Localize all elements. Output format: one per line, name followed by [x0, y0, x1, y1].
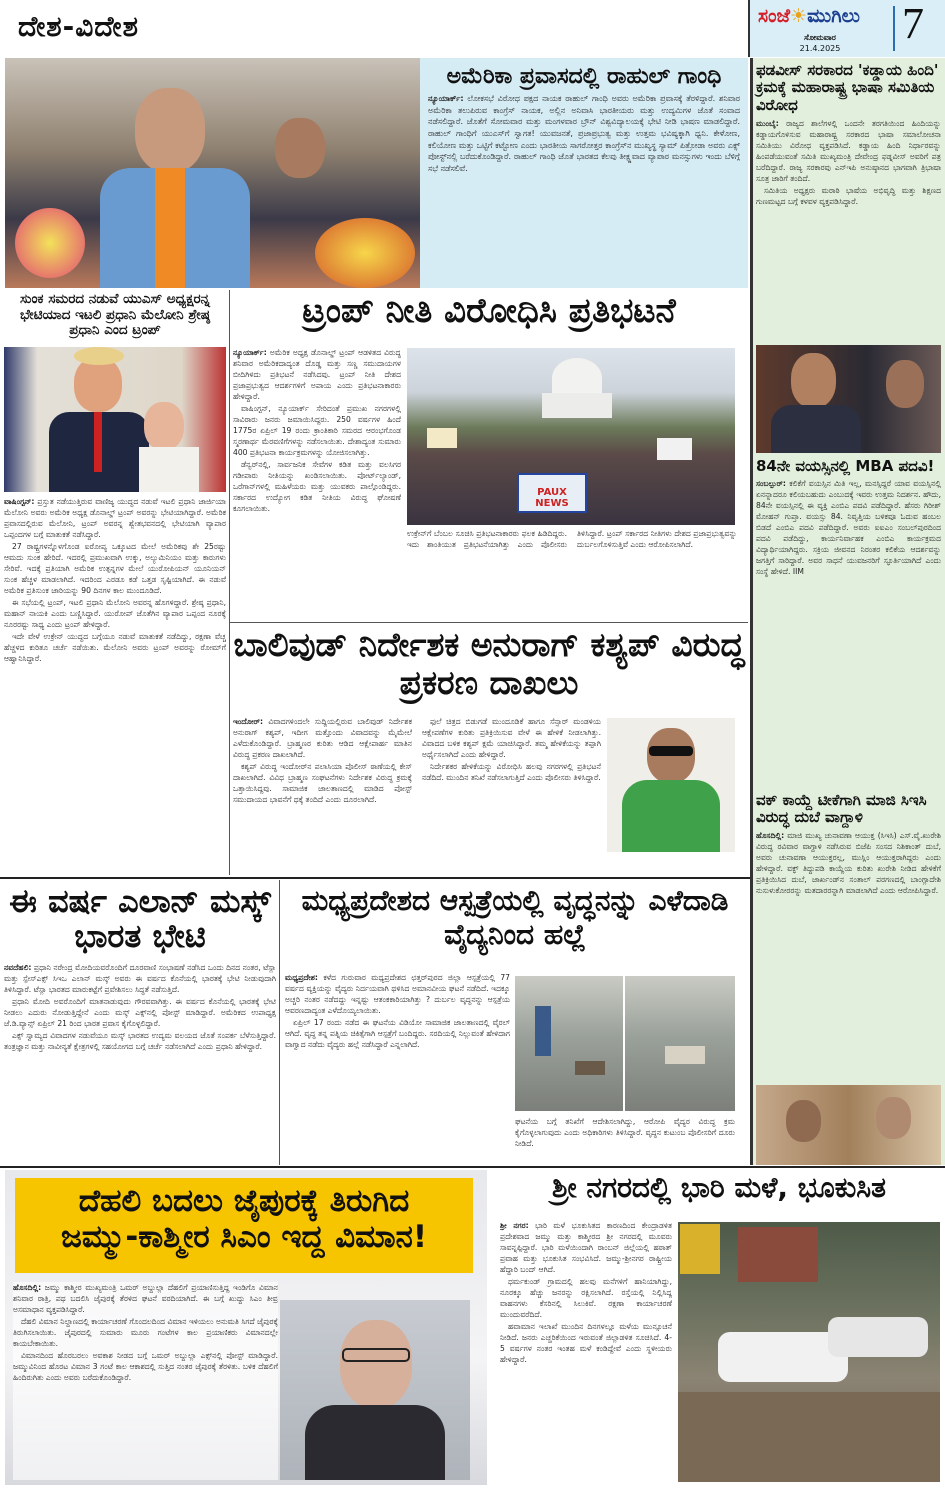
article-body: ದೆಹಲಿ ವಿಮಾನ ನಿಲ್ದಾಣದಲ್ಲಿ ಕಾರ್ಯಾಚರಣೆ ಗೊಂದಲದಿಂದ ವಿಮಾನ ಇಳಿಯಲು ಅನುಮತಿ ಸಿಗದೆ ಜೈಪುರಕ್ಕೆ ತಿರುಗಿಸಲಾಯಿತು. ಜೈಪುರದಲ್ಲಿ ಸುಮಾರು ಮೂರು ಗಂಟೆಗಳ ಕಾಲ ಪ್ರಯಾಣಿಕರು ವಿಮಾನದಲ್ಲೇ ಕಾಯಬೇಕಾಯಿತು. [13, 1317, 278, 1348]
article-body: ಇದೇ ವೇಳೆ ಉಕ್ರೇನ್ ಯುದ್ಧದ ಬಗ್ಗೆಯೂ ನಡುವೆ ಮಾತುಕತೆ ನಡೆದಿದ್ದು, ರಕ್ಷಣಾ ವೆಚ್ಚ ಹೆಚ್ಚಳದ ಕುರಿತೂ ಚರ್ಚೆ ನಡೆಯಿತು. ಮೆಲೋನಿ ಅವರು ಟ್ರಂಪ್ ಅವರನ್ನು ರೋಮ್‌ಗೆ ಆಹ್ವಾನಿಸಿದ್ದಾರೆ. [4, 631, 226, 663]
article-body: ಪ್ರಸ್ತುತ ನಡೆಯುತ್ತಿರುವ ವಾಣಿಜ್ಯ ಯುದ್ಧದ ನಡುವೆ ಇಟಲಿ ಪ್ರಧಾನಿ ಜಾರ್ಜಿಯಾ ಮೆಲೋನಿ ಅವರು ಅಮೆರಿಕ ಅಧ್ಯಕ್ಷ ಡೊನಾಲ್ಡ್ ಟ್ರಂಪ್ ಅವರನ್ನು ಭೇಟಿಯಾಗಿದ್ದಾರೆ. ಅಮೆರಿಕ ಪ್ರವಾಸದಲ್ಲಿರುವ ಮೆಲೋನಿ, ಟ್ರಂಪ್ ಅವರನ್ನ ಶ್ವೇತಭವನದಲ್ಲಿ ಭೇಟಿಯಾಗಿ ವ್ಯಾಪಾರ ಒಪ್ಪಂದಗಳ ಬಗ್ಗೆ ಮಾತುಕತೆ ನಡೆಸಿದ್ದಾರೆ. [4, 496, 226, 539]
article-fadnavis [756, 62, 941, 344]
article-body: ಕಶ್ಯಪ್ ವಿರುದ್ಧ ಇಂದೋರ್‌ನ ಪಲಾಸಿಯಾ ಪೊಲೀಸ್ ಠಾಣೆಯಲ್ಲಿ ಕೇಸ್ ದಾಖಲಾಗಿದೆ. ವಿವಿಧ ಬ್ರಾಹ್ಮಣ ಸಂಘಟನೆಗಳು ನಿರ್ದೇಶಕ ವಿರುದ್ಧ ಕ್ರಮಕ್ಕೆ ಒತ್ತಾಯಿಸಿದ್ದವು. ಸಾಮಾಜಿಕ ಜಾಲತಾಣದಲ್ಲಿ ಮಾಡಿದ ಪೋಸ್ಟ್ ಸಮುದಾಯದ ಭಾವನೆಗೆ ಧಕ್ಕೆ ತಂದಿದೆ ಎಂದು ದೂರಲಾಗಿದೆ. [233, 762, 412, 804]
rahul-gandhi-photo [5, 58, 420, 288]
dubey-quraishi-photo [756, 1085, 941, 1165]
dateline: ಹೊಸದಿಲ್ಲಿ: [756, 830, 785, 840]
article-body: ವಿವಾದಗಳಿಂದಲೇ ಸುದ್ದಿಯಲ್ಲಿರುವ ಬಾಲಿವುಡ್ ನಿರ್ದೇಶಕ ಅನುರಾಗ್ ಕಶ್ಯಪ್, ಇದೀಗ ಮತ್ತೊಂದು ವಿವಾದವನ್ನು ಮೈಮೇಲೆ ಎಳೆದುಕೊಂಡಿದ್ದಾರೆ. ಬ್ರಾಹ್ಮಣರ ಕುರಿತು ಆಡಿದ ಆಕ್ಷೇಪಾರ್ಹ ಮಾತಿನ ವಿರುದ್ಧ ಪ್ರಕರಣ ದಾಖಲಾಗಿದೆ. [233, 717, 412, 759]
headline-line1: ದೆಹಲಿ ಬದಲು ಜೈಪುರಕ್ಕೆ ತಿರುಗಿದ [78, 1183, 410, 1219]
article-body: ಜಮ್ಮು ಕಾಶ್ಮೀರ ಮುಖ್ಯಮಂತ್ರಿ ಒಮರ್ ಅಬ್ದುಲ್ಲಾ ದೆಹಲಿಗೆ ಪ್ರಯಾಣಿಸುತ್ತಿದ್ದ ಇಂಡಿಗೊ ವಿಮಾನ ಶನಿವಾರ ರಾತ್ರಿ, ಪಥ ಬದಲಿಸಿ ಜೈಪುರಕ್ಕೆ ತೆರಳಿದ ಘಟನೆ ವರದಿಯಾಗಿದೆ. ಈ ಬಗ್ಗೆ ಖುದ್ದು ಸಿಎಂ ತೀವ್ರ ಅಸಮಾಧಾನ ವ್ಯಕ್ತಪಡಿಸಿದ್ದಾರೆ. [13, 1283, 278, 1314]
article-musk [4, 884, 276, 1162]
dateline: ಹೊಸದಿಲ್ಲಿ: [13, 1283, 42, 1292]
article-body: ಈ ಸಭೆಯಲ್ಲಿ ಟ್ರಂಪ್, ಇಟಲಿ ಪ್ರಧಾನಿ ಮೆಲೋನಿ ಅವರನ್ನ ಹೊಗಳಿದ್ದಾರೆ. ಶ್ರೇಷ್ಠ ಪ್ರಧಾನಿ, ಮಹಾನ್ ನಾಯಕಿ ಎಂದು ಬಣ್ಣಿಸಿದ್ದಾರೆ. ಯುರೋಪ್ ಜೊತೆಗಿನ ವ್ಯಾಪಾರ ಒಪ್ಪಂದ ನೂರಕ್ಕೆ ನೂರರಷ್ಟು ಸಾಧ್ಯ ಎಂದು ಟ್ರಂಪ್ ಹೇಳಿದ್ದಾರೆ. [4, 597, 226, 629]
dateline: ಮುಂಬೈ: [756, 118, 779, 128]
dateline: ನವದೆಹಲಿ: [4, 963, 32, 973]
landslide-photo [678, 1222, 940, 1482]
article-body: ಕಲಿಕೆಗೆ ವಯಸ್ಸಿನ ಮಿತಿ ಇಲ್ಲ, ಮನಸ್ಸಿದ್ದರೆ ಯಾವ ವಯಸ್ಸಿನಲ್ಲಿ ಏನನ್ನಾದರೂ ಕಲಿಯಬಹುದು ಎಂಬುದಕ್ಕೆ ಇವರು ಉತ್ತಮ ನಿದರ್ಶನ. ಹೌದು, 84ನೇ ವಯಸ್ಸಿನಲ್ಲಿ ಈ ವ್ಯಕ್ತಿ ಎಂಬಿಎ ಪದವಿ ಪಡೆದಿದ್ದಾರೆ. ಹೆಸರು ಗಿರೀಶ್ ಮೋಹನ್ ಗುಪ್ತಾ. ವಯಸ್ಸು 84. ನಿವೃತ್ತಿಯ ಬಳಿಕವೂ ಓದುವ ಹಂಬಲ ಬಿಡದೆ ಎಂಬಿಎ ಪದವಿ ಪಡೆದಿದ್ದಾರೆ. ಅವರು ಐಐಎಂ ಸಂಬಲ್‌ಪುರದಿಂದ ಪದವಿ ಪಡೆದಿದ್ದು, ಕಾರ್ಯನಿರ್ವಾಹಕ ಎಂಬಿಎ ಕಾರ್ಯಕ್ರಮದ ವಿದ್ಯಾರ್ಥಿಯಾಗಿದ್ದರು. ಸಕ್ರಿಯ ಜೀವನದ ನಿರಂತರ ಕಲಿಕೆಯ ಆದರ್ಶವನ್ನು ಜಗತ್ತಿಗೆ ಸಾರಿದ್ದಾರೆ. ಅವರ ಸಾಧನೆ ಯುವಜನರಿಗೆ ಸ್ಫೂರ್ತಿಯಾಗಿದೆ ಎಂದು ಸಂಸ್ಥೆ ಹೇಳಿದೆ. IIM [756, 479, 941, 577]
sun-palm-logo-icon: ☀ [790, 5, 808, 27]
article-body: ಕಳೆದ ಗುರುವಾರ ಮಧ್ಯಪ್ರದೇಶದ ಛತ್ತರ್‌ಪುರದ ಜಿಲ್ಲಾ ಆಸ್ಪತ್ರೆಯಲ್ಲಿ 77 ವರ್ಷದ ವ್ಯಕ್ತಿಯನ್ನು ವೈದ್ಯರು ನಿರ್ದಯವಾಗಿ ಥಳಿಸಿದ ಅಮಾನವೀಯ ಘಟನೆ ನಡೆದಿದೆ. ಇದಕ್ಕೂ ಅಚ್ಚರಿ ನಂತರ ನಡೆದದ್ದು ಇನ್ನಷ್ಟು ಆತಂಕಕಾರಿಯಾಗಿತ್ತು ? ದುರ್ಬಲ ವೃದ್ಧನನ್ನು ಆಸ್ಪತ್ರೆಯ ಆವರಣದಾದ್ಯಂತ ಎಳೆದೊಯ್ಯಲಾಯಿತು. [285, 973, 510, 1015]
headline: ಸುಂಕ ಸಮರದ ನಡುವೆ ಯುಎಸ್ ಅಧ್ಯಕ್ಷರನ್ನ ಭೇಟಿಯಾದ ಇಟಲಿ ಪ್ರಧಾನಿ ಮೆಲೋನಿ ಶ್ರೇಷ್ಠ ಪ್ರಧಾನಿ ಎಂದ ಟ್ರಂಪ್ [19, 291, 211, 339]
article-body: ವಿಮಾನದಿಂದ ಹೊರಬರಲು ಅವಕಾಶ ನೀಡದ ಬಗ್ಗೆ ಒಮರ್ ಅಬ್ದುಲ್ಲಾ ಎಕ್ಸ್‌ನಲ್ಲಿ ಪೋಸ್ಟ್ ಮಾಡಿದ್ದಾರೆ. ಜಮ್ಮುವಿನಿಂದ ಹೊರಟ ವಿಮಾನ 3 ಗಂಟೆ ಕಾಲ ಆಕಾಶದಲ್ಲಿ ಸುತ್ತಿದ ನಂತರ ಜೈಪುರಕ್ಕೆ ತೆರಳಿತು. ಬಳಿಕ ದೆಹಲಿಗೆ ಹಿಂದಿರುಗಿತು ಎಂದು ಅವರು ಬರೆದುಕೊಂಡಿದ್ದಾರೆ. [13, 1351, 278, 1382]
dateline: ಇಂದೋರ್: [233, 717, 264, 726]
article-srinagar [495, 1172, 943, 1485]
article-trump-protest [233, 292, 745, 620]
dateline: ನ್ಯೂಯಾರ್ಕ್: [428, 94, 464, 104]
headline-line2: ಜಮ್ಮು-ಕಾಶ್ಮೀರ ಸಿಎಂ ಇದ್ದ ವಿಮಾನ! [61, 1218, 427, 1255]
headline: ಟ್ರಂಪ್ ನೀತಿ ವಿರೋಧಿಸಿ ಪ್ರತಿಭಟನೆ [302, 291, 676, 331]
article-body: ಸಮಿತಿಯ ಅಧ್ಯಕ್ಷರು ಮರಾಠಿ ಭಾಷೆಯ ಅಭಿವೃದ್ಧಿ ಮತ್ತು ಶಿಕ್ಷಣದ ಗುಣಮಟ್ಟದ ಬಗ್ಗೆ ಕಳವಳ ವ್ಯಕ್ತಪಡಿಸಿದ್ದಾರೆ. [756, 185, 941, 206]
trump-meloni-photo [4, 347, 226, 492]
headline: ವಕ್ ಕಾಯ್ದೆ ಟೀಕೆಗಾಗಿ ಮಾಜಿ ಸಿಇಸಿ ವಿರುದ್ಧ ದುಬೆ ವಾಗ್ದಾಳಿ [756, 791, 927, 827]
masthead-name-blue: ಮುಗಿಲು [807, 5, 860, 27]
masthead [748, 0, 945, 57]
article-kashyap [233, 626, 745, 874]
headline: ಬಾಲಿವುಡ್ ನಿರ್ದೇಶಕ ಅನುರಾಗ್ ಕಶ್ಯಪ್ ವಿರುದ್ಧ ಪ್ರಕರಣ ದಾಖಲು [233, 625, 745, 702]
article-mp-hospital [285, 884, 745, 1162]
article-body: ಧರ್ಮಕುಂಡ್ ಗ್ರಾಮದಲ್ಲಿ ಹಲವು ಮನೆಗಳಿಗೆ ಹಾನಿಯಾಗಿದ್ದು, ನೂರಕ್ಕೂ ಹೆಚ್ಚು ಜನರನ್ನು ರಕ್ಷಿಸಲಾಗಿದೆ. ರಸ್ತೆಯಲ್ಲಿ ನಿಲ್ಲಿಸಿದ್ದ ವಾಹನಗಳು ಕೆಸರಿನಲ್ಲಿ ಸಿಲುಕಿವೆ. ರಕ್ಷಣಾ ಕಾರ್ಯಾಚರಣೆ ಮುಂದುವರೆದಿದೆ. [500, 1277, 672, 1319]
masthead-date: 21.4.2025 [799, 44, 841, 53]
hospital-assault-photo [515, 976, 735, 1111]
article-body: ಫುಲೆ ಚಿತ್ರದ ಬಿಡುಗಡೆ ಮುಂದೂಡಿಕೆ ಹಾಗೂ ಸೆನ್ಸಾರ್ ಮಂಡಳಿಯ ಆಕ್ಷೇಪಣೆಗಳ ಕುರಿತು ಪ್ರತಿಕ್ರಿಯಿಸುವ ವೇಳೆ ಈ ಹೇಳಿಕೆ ನೀಡಲಾಗಿತ್ತು. ವಿವಾದದ ಬಳಿಕ ಕಶ್ಯಪ್ ಕ್ಷಮೆ ಯಾಚಿಸಿದ್ದಾರೆ. ತಮ್ಮ ಹೇಳಿಕೆಯನ್ನು ತಪ್ಪಾಗಿ ಅರ್ಥೈಸಲಾಗಿದೆ ಎಂದು ಹೇಳಿದ್ದಾರೆ. [422, 717, 601, 759]
page-number: 7 [902, 0, 924, 48]
article-body: ಡೆನ್ವರ್‌ನಲ್ಲಿ, ಸಾರ್ವಜನಿಕ ಸೇವೆಗಳ ಕಡಿತ ಮತ್ತು ವಲಸಿಗರ ಗಡೀಪಾರು ನೀತಿಯನ್ನು ಖಂಡಿಸಲಾಯಿತು. ಪೋರ್ಟ್‌ಲ್ಯಾಂಡ್, ಒರೆಗಾನ್‌ಗಳಲ್ಲಿ ಮಹಿಳೆಯರು ಮತ್ತು ಯುವಕರು ಪಾಲ್ಗೊಂಡಿದ್ದರು. ಸರ್ಕಾರದ ಉದ್ಯೋಗ ಕಡಿತ ನೀತಿಯ ವಿರುದ್ಧ ಘೋಷಣೆ ಕೂಗಲಾಯಿತು. [233, 460, 401, 513]
article-meloni [4, 292, 226, 872]
article-body: ಭಾರಿ ಮಳೆ ಭೂಕುಸಿತದ ಕಾರಣದಿಂದ ಕೇಂದ್ರಾಡಳಿತ ಪ್ರದೇಶವಾದ ಜಮ್ಮು ಮತ್ತು ಕಾಶ್ಮೀರದ ಶ್ರೀ ನಗರದಲ್ಲಿ ಮೂವರು ಸಾವನ್ನಪ್ಪಿದ್ದಾರೆ. ಭಾರಿ ಮಳೆಯಿಂದಾಗಿ ರಾಂಬನ್ ಜಿಲ್ಲೆಯಲ್ಲಿ ಹಠಾತ್ ಪ್ರವಾಹ ಮತ್ತು ಭೂಕುಸಿತ ಸಂಭವಿಸಿದೆ. ಜಮ್ಮು-ಶ್ರೀನಗರ ರಾಷ್ಟ್ರೀಯ ಹೆದ್ದಾರಿ ಬಂದ್ ಆಗಿದೆ. [500, 1221, 672, 1274]
article-body: ಏಪ್ರಿಲ್ 17 ರಂದು ನಡೆದ ಈ ಘಟನೆಯ ವಿಡಿಯೋ ಸಾಮಾಜಿಕ ಜಾಲತಾಣದಲ್ಲಿ ವೈರಲ್ ಆಗಿದೆ. ವೃದ್ಧ ತನ್ನ ಪತ್ನಿಯ ಚಿಕಿತ್ಸೆಗಾಗಿ ಆಸ್ಪತ್ರೆಗೆ ಬಂದಿದ್ದರು. ಸರದಿಯಲ್ಲಿ ನಿಲ್ಲುವಂತೆ ಹೇಳಿದಾಗ ವಾಗ್ವಾದ ನಡೆದು ವೈದ್ಯರು ಹಲ್ಲೆ ನಡೆಸಿದ್ದಾರೆ ಎನ್ನಲಾಗಿದೆ. [285, 1018, 510, 1049]
anurag-kashyap-photo [607, 718, 735, 852]
article-body: ಎಕ್ಸ್ ಸ್ವಾಮ್ಯದ ವಿವಾದಗಳ ನಡುವೆಯೂ ಮಸ್ಕ್ ಭಾರತದ ಉದ್ಯಮ ವಲಯದ ಜೊತೆ ಸಂಪರ್ಕ ಬೆಳೆಸುತ್ತಿದ್ದಾರೆ. ತಂತ್ರಜ್ಞಾನ ಮತ್ತು ನಾವೀನ್ಯತೆ ಕ್ಷೇತ್ರಗಳಲ್ಲಿ ಸಹಯೋಗದ ಬಗ್ಗೆ ಚರ್ಚೆ ನಡೆಸಲಾಗಿದೆ ಎಂದು ಪ್ರಧಾನಿ ಹೇಳಿದ್ದಾರೆ. [4, 1031, 276, 1052]
masthead-day: ಸೋಮವಾರ [804, 33, 836, 42]
protest-sign: PAUX NEWS [517, 473, 587, 513]
article-body: ಉಕ್ರೇನ್‌ಗೆ ಬೆಂಬಲ ಸೂಚಿಸಿ ಪ್ರತಿಭಟನಾಕಾರರು ಫಲಕ ಹಿಡಿದಿದ್ದರು. ಇದು ಶಾಂತಿಯುತ ಪ್ರತಿಭಟನೆಯಾಗಿತ್ತು ಎಂದು ಪೊಲೀಸರು ತಿಳಿಸಿದ್ದಾರೆ. ಟ್ರಂಪ್ ಸರ್ಕಾರದ ನೀತಿಗಳು ದೇಶದ ಪ್ರಜಾಪ್ರಭುತ್ವವನ್ನು ದುರ್ಬಲಗೊಳಿಸುತ್ತಿವೆ ಎಂದು ಆರೋಪಿಸಲಾಗಿದೆ. [407, 529, 737, 549]
headline-banner [15, 1178, 473, 1273]
article-body: ವಾಷಿಂಗ್ಟನ್, ನ್ಯೂಯಾರ್ಕ್ ಸೇರಿದಂತೆ ಪ್ರಮುಖ ನಗರಗಳಲ್ಲಿ ಸಾವಿರಾರು ಜನರು ಜಮಾಯಿಸಿದ್ದರು. 250 ವರ್ಷಗಳ ಹಿಂದೆ 1775ರ ಏಪ್ರಿಲ್ 19 ರಂದು ಕ್ರಾಂತಿಕಾರಿ ಸಮರದ ಆರಂಭಗೊಂಡ ಸ್ಮರಣಾರ್ಥ ಮೆರವಣಿಗೆಗಳನ್ನು ನಡೆಸಲಾಯಿತು. ದೇಶಾದ್ಯಂತ ಸುಮಾರು 400 ಪ್ರತಿಭಟನಾ ಕಾರ್ಯಕ್ರಮಗಳನ್ನು ಯೋಜಿಸಲಾಗಿತ್ತು. [233, 404, 401, 457]
protest-photo [407, 348, 735, 525]
headline: ಅಮೆರಿಕಾ ಪ್ರವಾಸದಲ್ಲಿ ರಾಹುಲ್ ಗಾಂಧಿ [446, 64, 722, 89]
dateline: ನ್ಯೂಯಾರ್ಕ್: [233, 348, 267, 357]
dateline: ಸಂಬಲ್ಪುರ್: [756, 479, 786, 489]
article-body: ಪ್ರಧಾನಿ ನರೇಂದ್ರ ಮೋದಿಯವರೊಂದಿಗೆ ದೂರವಾಣಿ ಸಂಭಾಷಣೆ ನಡೆಸಿದ ಒಂದು ದಿನದ ನಂತರ, ಟೆಸ್ಲಾ ಮತ್ತು ಸ್ಪೇಸ್‌ಎಕ್ಸ್ ಸಿಇಒ ಎಲಾನ್ ಮಸ್ಕ್ ಅವರು ಈ ವರ್ಷದ ಕೊನೆಯಲ್ಲಿ ಭಾರತಕ್ಕೆ ಭೇಟಿ ನೀಡುವುದಾಗಿ ತಿಳಿಸಿದ್ದಾರೆ. ಟೆಸ್ಲಾ ಭಾರತದ ಮಾರುಕಟ್ಟೆಗೆ ಪ್ರವೇಶಿಸಲು ಸಿದ್ಧತೆ ನಡೆಸುತ್ತಿದೆ. [4, 963, 276, 995]
headline: ಮಧ್ಯಪ್ರದೇಶದ ಆಸ್ಪತ್ರೆಯಲ್ಲಿ ವೃದ್ಧನನ್ನು ಎಳೆದಾಡಿ ವೈದ್ಯನಿಂದ ಹಲ್ಲೆ [301, 884, 729, 951]
article-rahul [420, 58, 748, 288]
article-body: ಪ್ರಧಾನಿ ಮೋದಿ ಅವರೊಂದಿಗೆ ಮಾತನಾಡುವುದು ಗೌರವವಾಗಿತ್ತು. ಈ ವರ್ಷದ ಕೊನೆಯಲ್ಲಿ ಭಾರತಕ್ಕೆ ಭೇಟಿ ನೀಡಲು ಎದುರು ನೋಡುತ್ತಿದ್ದೇನೆ ಎಂದು ಮಸ್ಕ್ ಎಕ್ಸ್‌ನಲ್ಲಿ ಪೋಸ್ಟ್ ಮಾಡಿದ್ದಾರೆ. ಅಮೆರಿಕದ ಉಪಾಧ್ಯಕ್ಷ ಜೆ.ಡಿ.ವ್ಯಾನ್ಸ್ ಏಪ್ರಿಲ್ 21 ರಿಂದ ಭಾರತ ಪ್ರವಾಸ ಕೈಗೊಳ್ಳಲಿದ್ದಾರೆ. [4, 997, 276, 1029]
omar-abdullah-photo [280, 1300, 470, 1480]
dateline: ಶ್ರೀ ನಗರ: [500, 1221, 529, 1230]
article-omar-flight [5, 1170, 487, 1485]
article-body: ಮಾಜಿ ಮುಖ್ಯ ಚುನಾವಣಾ ಆಯುಕ್ತ (ಸಿಇಸಿ) ಎಸ್.ವೈ.ಖುರೇಶಿ ವಿರುದ್ಧ ರವಿವಾರ ವಾಗ್ದಾಳಿ ನಡೆಸಿರುವ ಬಿಜೆಪಿ ಸಂಸದ ನಿಶಿಕಾಂತ್ ದುಬೆ, ಅವರು ಚುನಾವಣಾ ಆಯುಕ್ತರಲ್ಲ, ಮುಸ್ಲಿಂ ಆಯುಕ್ತರಾಗಿದ್ದರು ಎಂದು ಹೇಳಿದ್ದಾರೆ. ವಕ್ಫ್ ತಿದ್ದುಪಡಿ ಕಾಯ್ದೆಯ ಕುರಿತು ಖುರೇಶಿ ನೀಡಿದ ಹೇಳಿಕೆಗೆ ಪ್ರತಿಕ್ರಿಯಿಸಿದ ದುಬೆ, ಜಾರ್ಖಂಡ್‌ನ ಸಂತಾಲ್ ಪರಗಣದಲ್ಲಿ ಬಾಂಗ್ಲಾದೇಶಿ ನುಸುಳುಕೋರರನ್ನು ಮತದಾರರನ್ನಾಗಿ ಮಾಡಲಾಗಿದೆ ಎಂದು ಆರೋಪಿಸಿದ್ದಾರೆ. [756, 830, 941, 895]
article-body: ಅಮೆರಿಕ ಅಧ್ಯಕ್ಷ ಡೊನಾಲ್ಡ್ ಟ್ರಂಪ್ ಆಡಳಿತದ ವಿರುದ್ಧ ಶನಿವಾರ ಅಮೆರಿಕದಾದ್ಯಂತ ದೊಡ್ಡ ಮತ್ತು ಸಣ್ಣ ಸಮುದಾಯಗಳ ಬೀದಿಗಿಳಿದು ಪ್ರತಿಭಟನೆ ನಡೆಸಿದವು. ಟ್ರಂಪ್ ನೀತಿ ದೇಶದ ಪ್ರಜಾಪ್ರಭುತ್ವದ ಆದರ್ಶಗಳಿಗೆ ಅಪಾಯ ಎಂದು ಪ್ರತಿಭಟನಾಕಾರರು ಹೇಳಿದ್ದಾರೆ. [233, 348, 401, 401]
masthead-name-red: ಸಂಜೆ [758, 5, 791, 27]
article-mba [756, 458, 941, 783]
article-body: 27 ರಾಷ್ಟ್ರಗಳನ್ನೊಳಗೊಂಡ ಐರೋಪ್ಯ ಒಕ್ಕೂಟದ ಮೇಲೆ ಅಮೆರಿಕವು ಶೇ 25ರಷ್ಟು ಆಮದು ಸುಂಕ ಹೇರಿದೆ. ಇದರಲ್ಲಿ ಪ್ರಮುಖವಾಗಿ ಉಕ್ಕು, ಅಲ್ಯುಮಿನಿಯಂ ಮತ್ತು ಕಾರುಗಳು ಸೇರಿವೆ. ಇದಕ್ಕೆ ಪ್ರತಿಯಾಗಿ ಅಮೆರಿಕ ಉತ್ಪನ್ನಗಳ ಮೇಲೆ ಯುರೋಪಿಯನ್ ಯೂನಿಯನ್ ಸುಂಕ ಹೆಚ್ಚಳ ಮಾಡಲಾಗಿದೆ. ಇದರಿಂದ ಎರಡೂ ಕಡೆ ಒತ್ತಡ ಸೃಷ್ಟಿಯಾಗಿದೆ. ಈ ನಡುವೆ ಅಮೆರಿಕ ಪ್ರತಿಸುಂಕ ಜಾರಿಯನ್ನು 90 ದಿನಗಳ ಕಾಲ ಮುಂದೂಡಿದೆ. [4, 541, 226, 595]
article-body: ಹವಾಮಾನ ಇಲಾಖೆ ಮುಂದಿನ ದಿನಗಳಲ್ಲೂ ಮಳೆಯ ಮುನ್ಸೂಚನೆ ನೀಡಿದೆ. ಜನರು ಎಚ್ಚರಿಕೆಯಿಂದ ಇರುವಂತೆ ಜಿಲ್ಲಾಡಳಿತ ಸೂಚಿಸಿದೆ. 4-5 ವರ್ಷಗಳ ನಂತರ ಇಂತಹ ಮಳೆ ಕಂಡಿದ್ದೇವೆ ಎಂದು ಸ್ಥಳೀಯರು ಹೇಳಿದ್ದಾರೆ. [500, 1322, 672, 1364]
headline: ಶ್ರೀ ನಗರದಲ್ಲಿ ಭಾರಿ ಮಳೆ, ಭೂಕುಸಿತ [552, 1171, 886, 1204]
article-body: ರಾಜ್ಯದ ಶಾಲೆಗಳಲ್ಲಿ ಒಂದನೇ ತರಗತಿಯಿಂದ ಹಿಂದಿಯನ್ನು ಕಡ್ಡಾಯಗೊಳಿಸುವ ಮಹಾರಾಷ್ಟ್ರ ಸರಕಾರದ ಭಾಷಾ ಸಮಾಲೋಚನಾ ಸಮಿತಿಯು ವಿರೋಧ ವ್ಯಕ್ತಪಡಿಸಿದೆ. ಕಡ್ಡಾಯ ಹಿಂದಿ ನಿರ್ಧಾರವನ್ನು ಹಿಂಪಡೆಯುವಂತೆ ಸಮಿತಿ ಮುಖ್ಯಮಂತ್ರಿ ದೇವೇಂದ್ರ ಫಡ್ನವೀಸ್ ಅವರಿಗೆ ಪತ್ರ ಬರೆದಿದ್ದಾರೆ. ರಾಜ್ಯ ಸರಕಾರವು ಎನ್‌ಇಪಿ ಅನುಷ್ಠಾನದ ಭಾಗವಾಗಿ ತ್ರಿಭಾಷಾ ಸೂತ್ರ ಜಾರಿಗೆ ತಂದಿದೆ. [756, 118, 941, 183]
headline: ಫಡವೀಸ್ ಸರಕಾರದ 'ಕಡ್ಡಾಯ ಹಿಂದಿ' ಕ್ರಮಕ್ಕೆ ಮಹಾರಾಷ್ಟ್ರ ಭಾಷಾ ಸಮಿತಿಯ ವಿರೋಧ [756, 61, 939, 114]
headline: 84ನೇ ವಯಸ್ಸಿನಲ್ಲಿ MBA ಪದವಿ! [756, 457, 935, 475]
article-body: ಲೋಕಸಭೆ ವಿರೋಧ ಪಕ್ಷದ ನಾಯಕ ರಾಹುಲ್ ಗಾಂಧಿ ಅವರು ಅಮೆರಿಕಾ ಪ್ರವಾಸಕ್ಕೆ ತೆರಳಿದ್ದಾರೆ. ಶನಿವಾರ ಅಮೆರಿಕಾ ತಲುಪಿರುವ ಕಾಂಗ್ರೆಸ್ ನಾಯಕ, ಅಲ್ಲಿನ ಅನಿವಾಸಿ ಭಾರತೀಯರು ಮತ್ತು ಉದ್ಯಮಿಗಳ ಜೊತೆ ಸಂವಾದ ನಡೆಸಲಿದ್ದಾರೆ. ಜೊತೆಗೆ ಸೋಮವಾರ ಮತ್ತು ಮಂಗಳವಾರ ಬ್ರೌನ್ ವಿಶ್ವವಿದ್ಯಾಲಯಕ್ಕೆ ಭೇಟಿ ನೀಡಿ ಭಾಷಣ ಮಾಡಲಿದ್ದಾರೆ. ರಾಹುಲ್ ಗಾಂಧಿಗೆ ಯುಎಸ್‌ಗೆ ಸ್ವಾಗತ! ಯುವಜನತೆ, ಪ್ರಜಾಪ್ರಭುತ್ವ ಮತ್ತು ಉತ್ತಮ ಭವಿಷ್ಯಕ್ಕಾಗಿ ಧ್ವನಿ. ಕೇಳೋಣ, ಕಲಿಯೋಣ ಮತ್ತು ಒಟ್ಟಿಗೆ ಕಟ್ಟೋಣ ಎಂದು ಭಾರತೀಯ ಸಾಗರೋತ್ತರ ಕಾಂಗ್ರೆಸ್‌ನ ಮುಖ್ಯಸ್ಥ ಸ್ಯಾಮ್ ಪಿತ್ರೋಡಾ ಅವರು ಎಕ್ಸ್ ಪೋಸ್ಟ್‌ನಲ್ಲಿ ಬರೆದುಕೊಂಡಿದ್ದಾರೆ. ರಾಹುಲ್ ಗಾಂಧಿ ಜೊತೆ ಭಾರತದ ಕೆಲವು ತೀಕ್ಷ್ಣವಾದ ವ್ಯಾಪಾರ ಮನಸ್ಸುಗಳು ಇಂದು ಬೆಳಿಗ್ಗೆ ಸಭೆ ನಡೆಸಲಿವೆ. [428, 94, 740, 173]
dateline: ಮಧ್ಯಪ್ರದೇಶ: [285, 973, 318, 982]
article-body: ನಿರ್ದೇಶಕರ ಹೇಳಿಕೆಯನ್ನು ವಿರೋಧಿಸಿ ಹಲವು ನಗರಗಳಲ್ಲಿ ಪ್ರತಿಭಟನೆ ನಡೆದಿದೆ. ಮುಂದಿನ ತನಿಖೆ ನಡೆಸಲಾಗುತ್ತಿದೆ ಎಂದು ಪೊಲೀಸರು ತಿಳಿಸಿದ್ದಾರೆ. [422, 762, 601, 782]
headline: ಈ ವರ್ಷ ಎಲಾನ್ ಮಸ್ಕ್ ಭಾರತ ಭೇಟಿ [9, 882, 271, 956]
fadnavis-photo [756, 345, 941, 453]
section-title: ದೇಶ-ವಿದೇಶ [18, 10, 139, 43]
article-waqf [756, 792, 941, 1082]
dateline: ವಾಷಿಂಗ್ಟನ್: [4, 496, 35, 506]
article-body: ಘಟನೆಯ ಬಗ್ಗೆ ತನಿಖೆಗೆ ಆದೇಶಿಸಲಾಗಿದ್ದು, ಆರೋಪಿ ವೈದ್ಯರ ವಿರುದ್ಧ ಕ್ರಮ ಕೈಗೊಳ್ಳಲಾಗುವುದು ಎಂದು ಅಧಿಕಾರಿಗಳು ತಿಳಿಸಿದ್ದಾರೆ. ವೃದ್ಧನ ಕುಟುಂಬ ಪೊಲೀಸರಿಗೆ ದೂರು ನೀಡಿದೆ. [515, 1117, 735, 1148]
